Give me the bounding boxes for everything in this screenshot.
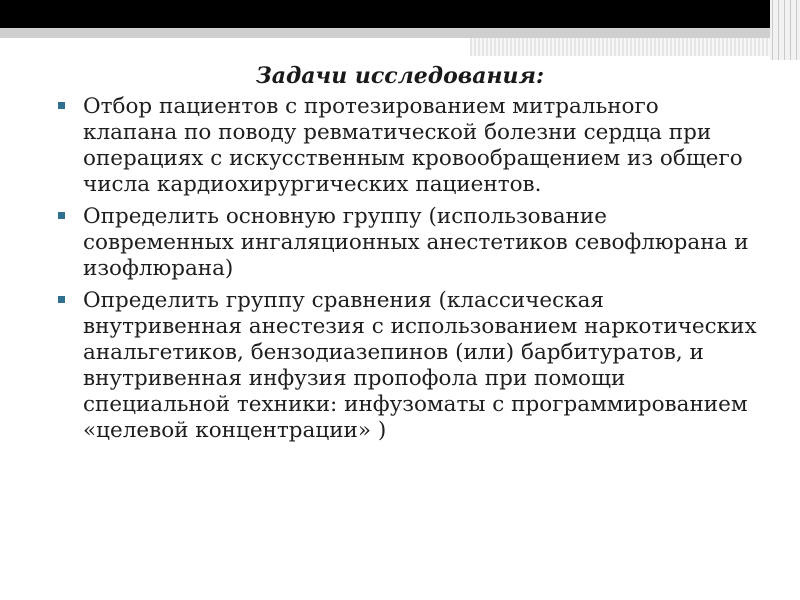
list-item [58, 94, 758, 198]
header-bar [0, 0, 770, 28]
slide-title: Задачи исследования: [255, 63, 545, 89]
task-list [58, 94, 758, 450]
task-text: Отбор пациентов с протезированием митрального клапана по поводу ревматической болезни сердца при операциях с искусственным кровообращением из общего числа кардиохирургических пациентов. [83, 94, 743, 197]
list-item [58, 204, 758, 282]
header-underline [0, 28, 770, 38]
header-stripe-decoration [470, 38, 770, 56]
task-text: Определить группу сравнения (классическая внутривенная анестезия с использованием наркотических анальгетиков, бензодиазепинов (или) барбитуратов, и внутривенная инфузия пропофола при помощи специальной техники: инфузоматы с программированием «целевой концентрации» ) [83, 288, 757, 443]
corner-lines-decoration [770, 0, 800, 60]
square-bullet-icon [58, 102, 65, 109]
square-bullet-icon [58, 212, 65, 219]
task-text: Определить основную группу (использование современных ингаляционных анестетиков севофлюрана и изофлюрана) [83, 204, 749, 281]
list-item [58, 288, 758, 444]
square-bullet-icon [58, 296, 65, 303]
